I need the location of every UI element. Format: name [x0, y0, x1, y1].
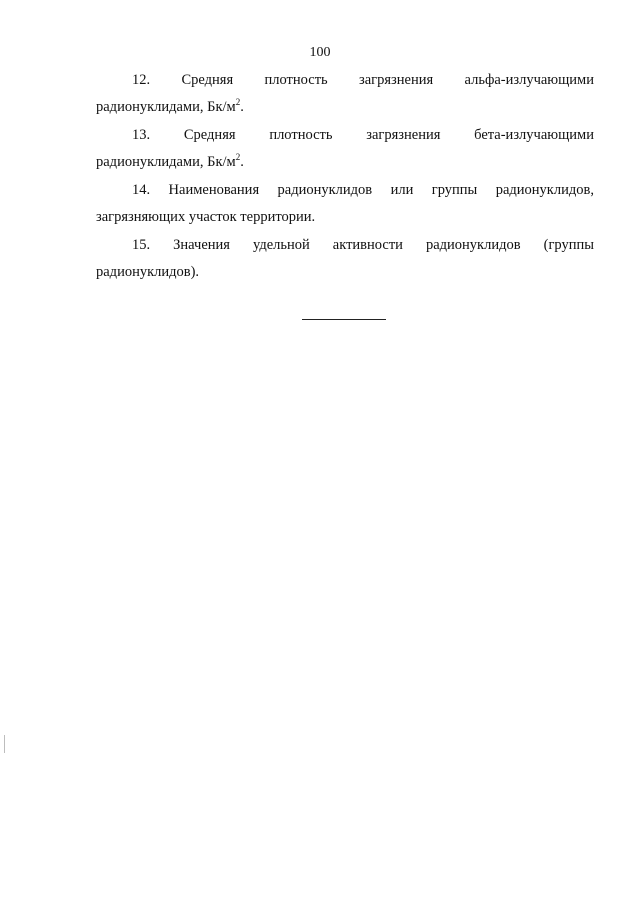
item-word: бета-излучающими — [474, 127, 594, 143]
list-item-first-line — [96, 232, 594, 259]
unit-superscript: 2 — [235, 152, 241, 163]
item-word: (группы — [543, 237, 594, 253]
item-word: радионуклидов — [425, 237, 521, 253]
list-item-continuation — [96, 94, 594, 121]
item-continuation-text: радионуклидов). — [96, 264, 200, 280]
item-word: загрязнения — [366, 127, 441, 143]
item-word: Средняя — [183, 127, 236, 143]
item-number: 13. — [132, 127, 151, 143]
list-item-first-line — [96, 122, 594, 149]
item-word: Наименования — [168, 182, 260, 198]
scan-artifact — [4, 735, 5, 753]
item-word: активности — [332, 237, 403, 253]
item-number: 15. — [132, 237, 151, 253]
item-word: радионуклидов — [277, 182, 373, 198]
list-item-first-line — [96, 67, 594, 94]
item-word: Средняя — [181, 72, 234, 88]
item-word: загрязнения — [359, 72, 434, 88]
item-number: 12. — [132, 72, 151, 88]
item-word: плотность — [269, 127, 333, 143]
item-word: альфа-излучающими — [464, 72, 594, 88]
item-word: группы — [431, 182, 478, 198]
item-word: или — [390, 182, 414, 198]
list-item-continuation — [96, 149, 594, 176]
item-continuation-text: радионуклидами, Бк/м — [96, 154, 236, 170]
list-item — [96, 177, 594, 231]
list-item — [96, 122, 594, 176]
item-continuation-text: радионуклидами, Бк/м — [96, 99, 236, 115]
list-item-first-line — [96, 177, 594, 204]
list-item-continuation — [96, 204, 594, 231]
list-item-continuation — [96, 259, 594, 286]
item-word: удельной — [252, 237, 310, 253]
end-of-document-rule — [302, 319, 386, 320]
item-tail: . — [240, 154, 244, 170]
item-word: Значения — [173, 237, 230, 253]
item-word: радионуклидов, — [495, 182, 594, 198]
item-number: 14. — [132, 182, 151, 198]
list-item — [96, 232, 594, 286]
item-tail: . — [240, 99, 244, 115]
item-continuation-text: загрязняющих участок территории. — [96, 209, 316, 225]
list-item — [96, 67, 594, 121]
item-list — [96, 67, 594, 287]
item-word: плотность — [264, 72, 328, 88]
unit-superscript: 2 — [235, 97, 241, 108]
page-number: 100 — [309, 45, 331, 60]
